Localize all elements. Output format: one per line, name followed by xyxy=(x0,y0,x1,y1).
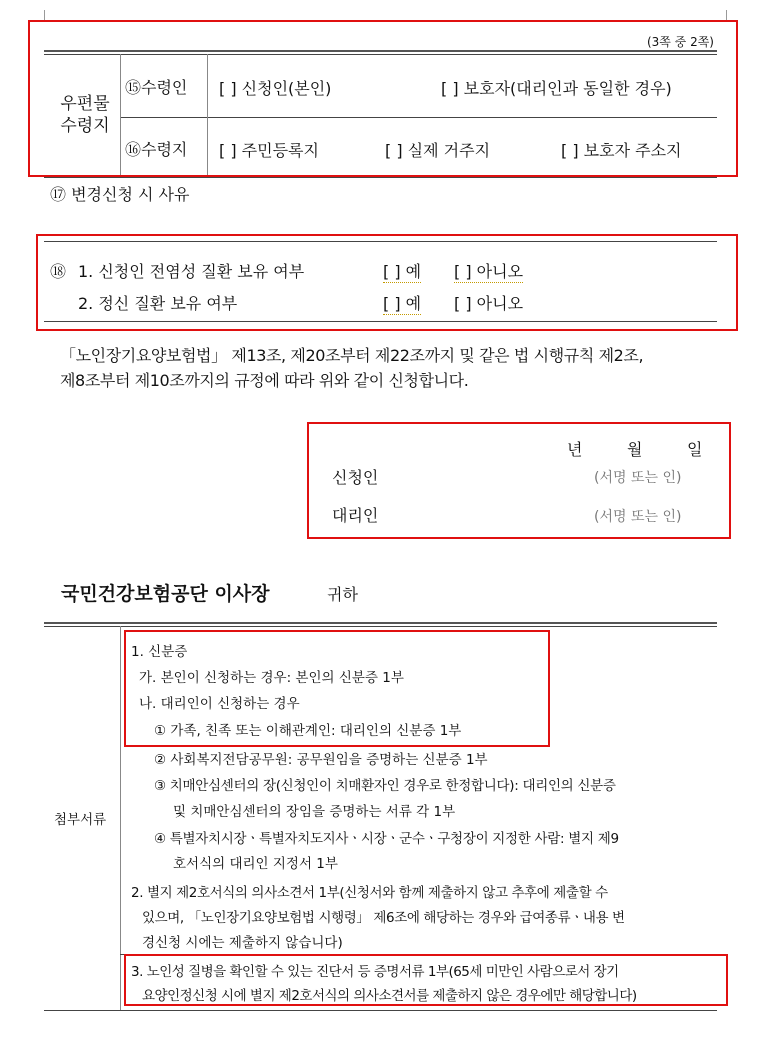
attachment-line: ② 사회복지전담공무원: 공무원임을 증명하는 신분증 1부 xyxy=(154,752,488,768)
page-indicator: (3쪽 중 2쪽) xyxy=(646,35,714,49)
agent-label: 대리인 xyxy=(332,506,379,525)
receiver-option-guardian[interactable]: [ ] 보호자(대리인과 동일한 경우) xyxy=(441,79,672,98)
table-bottom-border xyxy=(44,1010,717,1011)
statement-line-2: 제8조부터 제10조까지의 규정에 따라 위와 같이 신청합니다. xyxy=(60,371,469,390)
infectious-disease-question: 1. 신청인 전염성 질환 보유 여부 xyxy=(78,262,305,281)
recipient-suffix: 귀하 xyxy=(327,585,358,604)
disease-number: ⑱ xyxy=(50,262,67,281)
attachment-line: ① 가족, 친족 또는 이해관계인: 대리인의 신분증 1부 xyxy=(154,723,462,739)
attachment-line: ③ 치매안심센터의 장(신청인이 치매환자인 경우로 한정합니다): 대리인의 신분증 xyxy=(154,778,616,794)
infectious-no-option[interactable]: [ ] 아니오 xyxy=(454,259,523,283)
attachment-line: 있으며, 「노인장기요양보험법 시행령」 제6조에 해당하는 경우와 급여종류ㆍ내용 변 xyxy=(142,910,625,926)
receiver-option-self[interactable]: [ ] 신청인(본인) xyxy=(219,79,332,98)
attachments-label: 첨부서류 xyxy=(54,812,107,828)
highlight-box xyxy=(307,422,731,539)
recipient-name: 국민건강보험공단 이사장 xyxy=(61,583,270,605)
highlight-box xyxy=(28,20,738,177)
change-reason-label: ⑰ 변경신청 시 사유 xyxy=(50,185,190,204)
location-option-actual[interactable]: [ ] 실제 거주지 xyxy=(385,141,491,160)
statement-line-1: 「노인장기요양보험법」 제13조, 제20조부터 제22조까지 및 같은 법 시행규칙 제2조, xyxy=(60,346,644,365)
attachment-line: 2. 별지 제2호서식의 의사소견서 1부(신청서와 함께 제출하지 않고 추후에 제출할 수 xyxy=(131,885,608,901)
highlight-box xyxy=(124,954,728,1006)
date-month-label: 월 xyxy=(627,440,643,459)
attachment-line: 경신청 시에는 제출하지 않습니다) xyxy=(142,935,343,951)
column-divider xyxy=(120,626,121,1010)
postal-label-line1: 우편물 xyxy=(60,94,110,114)
date-year-label: 년 xyxy=(567,440,583,459)
highlight-box xyxy=(124,630,550,747)
location-label: ⑯수령지 xyxy=(125,140,188,159)
attachment-line: 호서식의 대리인 지정서 1부 xyxy=(173,856,338,872)
location-option-guardian[interactable]: [ ] 보호자 주소지 xyxy=(561,141,682,160)
attachment-line: 및 치매안심센터의 장임을 증명하는 서류 각 1부 xyxy=(173,804,456,820)
table-bottom-border xyxy=(44,177,717,178)
applicant-label: 신청인 xyxy=(332,468,379,487)
attachment-line: 나. 대리인이 신청하는 경우 xyxy=(139,696,300,712)
attachment-line: 요양인정신청 시에 별지 제2호서식의 의사소견서를 제출하지 않은 경우에만 해당합니다) xyxy=(142,988,637,1004)
receiver-label: ⑮수령인 xyxy=(125,78,188,97)
highlight-box xyxy=(36,234,738,331)
postal-label-line2: 수령지 xyxy=(60,116,110,136)
attachment-line: 3. 노인성 질병을 확인할 수 있는 진단서 등 증명서류 1부(65세 미만인 사람으로서 장기 xyxy=(131,964,619,980)
location-option-registered[interactable]: [ ] 주민등록지 xyxy=(219,141,319,160)
mental-yes-option[interactable]: [ ] 예 xyxy=(383,291,421,315)
attachment-line: ④ 특별자치시장ㆍ특별자치도지사ㆍ시장ㆍ군수ㆍ구청장이 지정한 사람: 별지 제9 xyxy=(154,831,619,847)
mental-no-option[interactable]: [ ] 아니오 xyxy=(454,294,524,313)
table-top-border xyxy=(44,626,717,627)
table-top-border xyxy=(44,622,717,624)
attachment-line: 1. 신분증 xyxy=(131,644,188,660)
mental-disease-question: 2. 정신 질환 보유 여부 xyxy=(78,294,238,313)
date-day-label: 일 xyxy=(687,440,703,459)
attachment-line: 가. 본인이 신청하는 경우: 본인의 신분증 1부 xyxy=(139,670,404,686)
agent-sign-field[interactable]: (서명 또는 인) xyxy=(594,509,682,525)
applicant-sign-field[interactable]: (서명 또는 인) xyxy=(594,470,682,486)
infectious-yes-option[interactable]: [ ] 예 xyxy=(383,259,421,283)
